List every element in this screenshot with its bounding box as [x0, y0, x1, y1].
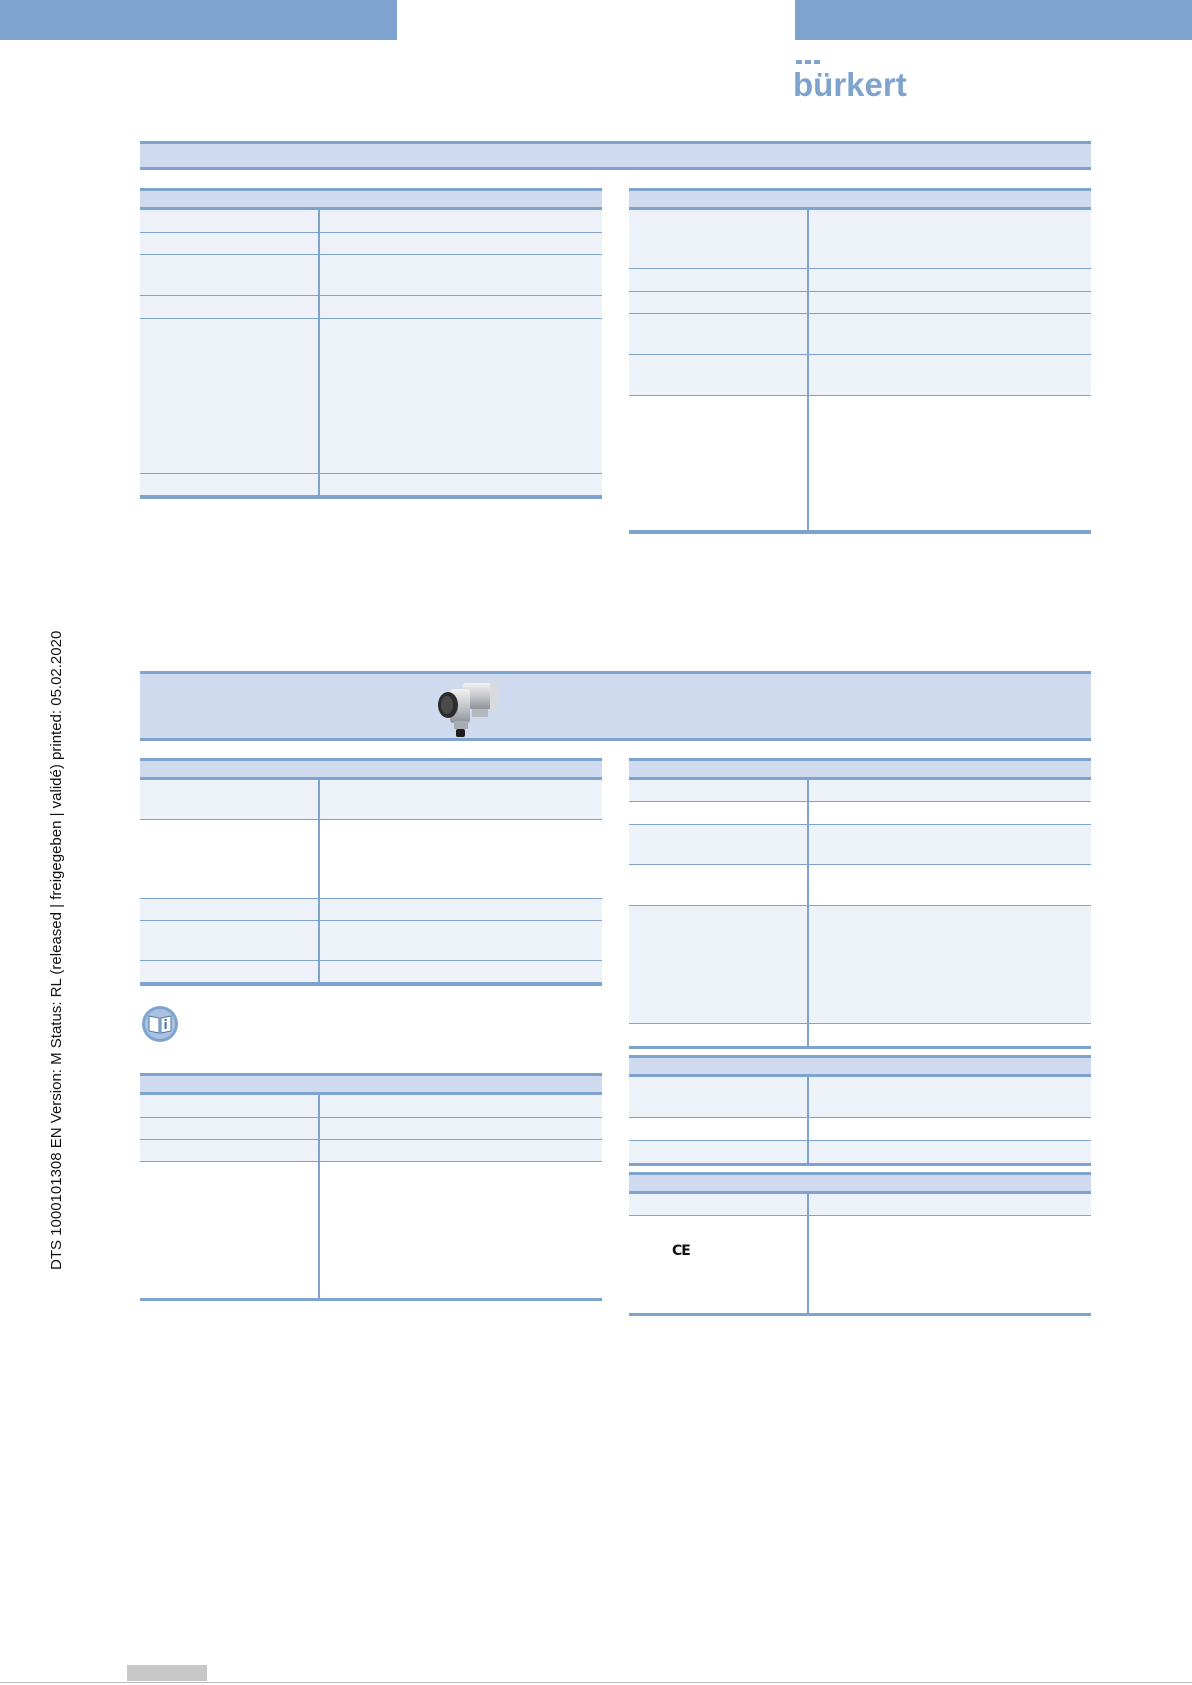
section2-right-table-b	[629, 1055, 1091, 1166]
table-row	[629, 1216, 1091, 1313]
footer-line	[0, 1682, 1192, 1683]
top-bar-left	[0, 0, 397, 40]
table-row	[140, 780, 602, 820]
table-row	[140, 899, 602, 921]
section2-left-table-b	[140, 1073, 602, 1301]
document-status-text: DTS 1000101308 EN Version: M Status: RL (released | freigegeben | validé) printed: 05.02.2020	[48, 630, 65, 1270]
table-header	[629, 188, 1091, 210]
section1-header	[140, 141, 1091, 170]
footer-tab	[127, 1665, 207, 1681]
product-image	[432, 675, 504, 740]
svg-text:bürkert: bürkert	[793, 66, 907, 103]
table-row	[140, 1095, 602, 1118]
table-row	[140, 1118, 602, 1140]
table-row	[140, 210, 602, 233]
table-row	[629, 210, 1091, 269]
table-row	[140, 233, 602, 255]
table-row	[140, 319, 602, 474]
table-row	[140, 1140, 602, 1162]
table-row	[140, 1162, 602, 1298]
table-row	[629, 292, 1091, 314]
section2-right-table-a	[629, 758, 1091, 1049]
section2-left-table-a	[140, 758, 602, 986]
table-header	[140, 758, 602, 780]
table-row	[140, 474, 602, 496]
section2-right-table-c	[629, 1172, 1091, 1316]
table-row	[629, 1141, 1091, 1163]
table-row	[629, 1118, 1091, 1141]
ce-mark: CE	[672, 1243, 690, 1259]
table-row	[629, 1077, 1091, 1118]
section1-right-table	[629, 188, 1091, 534]
table-row	[629, 906, 1091, 1024]
section2-header	[140, 671, 1091, 741]
table-row	[140, 255, 602, 296]
table-row	[629, 865, 1091, 906]
table-row	[140, 961, 602, 983]
burkert-logo	[793, 58, 909, 103]
table-row	[629, 1194, 1091, 1216]
table-row	[629, 314, 1091, 355]
table-row	[140, 921, 602, 961]
table-header	[629, 1055, 1091, 1077]
top-bar-right	[795, 0, 1192, 40]
table-row	[629, 396, 1091, 531]
table-header	[629, 758, 1091, 780]
table-row	[629, 1024, 1091, 1046]
section1-left-table	[140, 188, 602, 499]
table-row	[140, 296, 602, 319]
table-row	[629, 802, 1091, 825]
table-row	[140, 820, 602, 899]
table-row	[629, 780, 1091, 802]
table-row	[629, 825, 1091, 865]
table-row	[629, 355, 1091, 396]
table-header	[629, 1172, 1091, 1194]
table-row	[629, 269, 1091, 292]
manual-info-icon	[141, 1005, 179, 1043]
table-header	[140, 1073, 602, 1095]
table-header	[140, 188, 602, 210]
